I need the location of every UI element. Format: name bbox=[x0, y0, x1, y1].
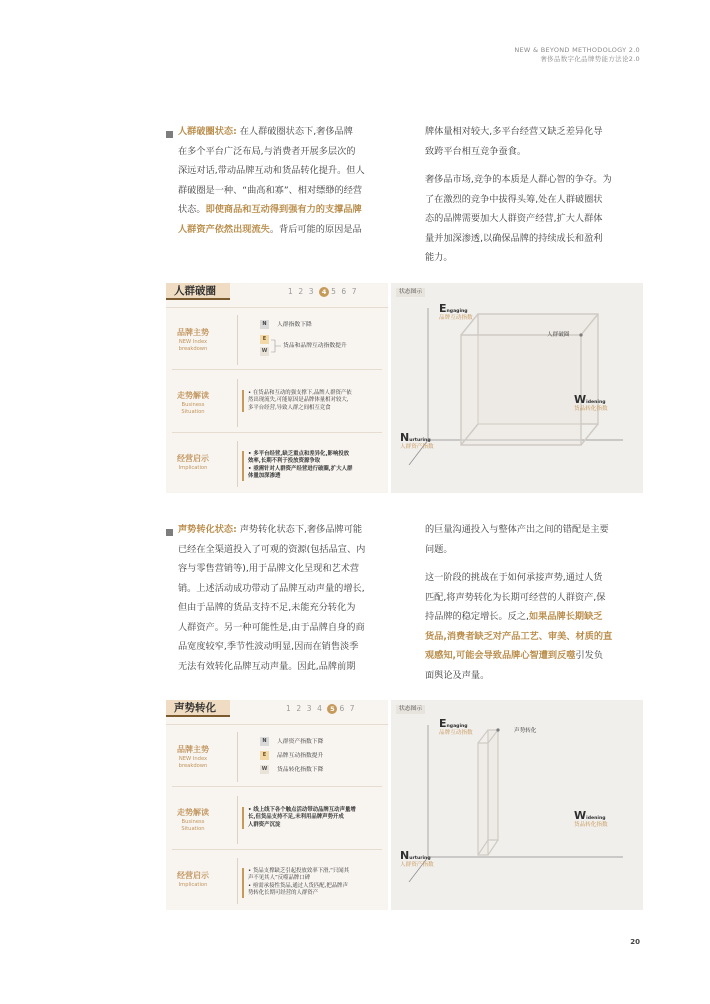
steps-before: 1 2 3 4 bbox=[286, 704, 324, 713]
text-line: 已经在全渠道投入了可观的资源(包括品宣、内 bbox=[178, 543, 366, 555]
section2-left-paragraph bbox=[178, 520, 398, 676]
steps-before: 1 2 3 bbox=[288, 287, 316, 296]
axes bbox=[409, 725, 623, 882]
header-chinese: 奢侈品数字化品牌势能方法论2.0 bbox=[540, 55, 640, 63]
text-line: 这一阶段的挑战在于如何承接声势,通过人货 bbox=[425, 572, 603, 583]
text-line: 匹配,将声势转化为长期可经营的人群资产,保 bbox=[425, 591, 606, 603]
vertical-divider bbox=[237, 441, 238, 487]
highlight-text: 如果品牌长期缺乏 bbox=[528, 611, 603, 622]
step-indicator bbox=[286, 704, 356, 714]
axis-word: urturing bbox=[409, 856, 431, 861]
section2-label: 声势转化状态: bbox=[178, 524, 237, 535]
text-line: 。背后可能的原因是品 bbox=[269, 223, 362, 235]
indicator-text: 品牌互动指数提升 bbox=[277, 753, 324, 759]
bullet-list bbox=[248, 390, 383, 412]
bullet-line: 体量加深渗透 bbox=[248, 473, 281, 480]
subheading-line: Business bbox=[181, 819, 205, 825]
section-heading: 经营启示 bbox=[177, 871, 209, 880]
header-english: NEW & BEYOND METHODOLOGY 2.0 bbox=[514, 46, 640, 54]
state-panel-1 bbox=[166, 283, 388, 493]
running-header bbox=[514, 46, 640, 64]
axis-word: idening bbox=[586, 816, 606, 821]
axis-chinese: 品牌互动指数 bbox=[439, 730, 473, 736]
y-axis-label bbox=[439, 302, 473, 322]
section-heading: 品牌主势 bbox=[177, 745, 209, 754]
bullet-list bbox=[248, 868, 383, 898]
subheading-line: Situation bbox=[181, 826, 205, 832]
indicator-text: 人群资产指数下降 bbox=[277, 739, 324, 745]
prism-front-face bbox=[478, 743, 488, 855]
z-axis-label bbox=[400, 849, 434, 869]
text-line: 持品牌的稳定增长。反之, bbox=[425, 611, 529, 622]
section-subheading bbox=[166, 819, 220, 833]
axis-chinese: 货品转化指数 bbox=[574, 406, 608, 412]
diagram-tag: 状态图示 bbox=[396, 288, 425, 297]
accent-bar bbox=[242, 451, 244, 481]
divider bbox=[166, 724, 388, 725]
accent-bar bbox=[242, 390, 244, 412]
bullet-line: • 亟需针对人群资产经营进行破圈,扩大人群 bbox=[248, 465, 353, 472]
prism bbox=[478, 730, 498, 855]
bullet-line: • 货品支撑缺乏引起投放效率下滑,“只闻其 bbox=[248, 868, 350, 874]
section-subheading: Implication bbox=[178, 465, 208, 471]
text-line: 但由于品牌的货品支持不足,未能充分转化为 bbox=[178, 602, 356, 613]
prism-edge bbox=[478, 730, 488, 743]
bullet-line: 长,但货品支持不足,未利用品牌声势开成 bbox=[248, 814, 344, 821]
current-step-badge: 4 bbox=[319, 287, 329, 297]
divider bbox=[172, 786, 382, 787]
subheading-line: NEW Index bbox=[178, 756, 208, 762]
cube-diagram bbox=[391, 283, 643, 493]
highlight-text: 即使商品和互动得到强有力的支撑品牌 bbox=[205, 204, 362, 215]
indicator-n bbox=[260, 737, 323, 746]
subheading-line: breakdown bbox=[178, 346, 208, 352]
text-line: 了在激烈的竞争中拔得头筹,处在人群破圈状 bbox=[425, 193, 603, 205]
state-label: 声势转化 bbox=[514, 728, 537, 734]
subheading-line: Situation bbox=[181, 409, 205, 415]
highlight-text: 观感知,可能会导致品牌心智遭到反噬 bbox=[425, 650, 576, 661]
cube-front-face bbox=[461, 335, 581, 445]
e-key-badge: E bbox=[260, 335, 269, 344]
divider bbox=[166, 307, 388, 308]
axis-chinese: 人群资产指数 bbox=[400, 444, 434, 450]
axis-initial: E bbox=[439, 717, 447, 730]
axis-initial: E bbox=[439, 302, 447, 315]
x-axis-label bbox=[574, 393, 608, 413]
state-diagram-2 bbox=[391, 700, 643, 910]
prism-back-face bbox=[488, 730, 498, 840]
subheading-line: Business bbox=[181, 402, 205, 408]
prism-edge bbox=[488, 840, 498, 855]
text-line: 群破圈是一种、“曲高和寡”、相对缥缈的经营 bbox=[178, 184, 363, 196]
bullet-square bbox=[166, 131, 173, 138]
section-subheading bbox=[166, 339, 220, 353]
n-key-badge: N bbox=[260, 320, 269, 329]
section-subheading bbox=[166, 402, 220, 416]
indicator-text: 货品转化指数下降 bbox=[277, 767, 324, 773]
e-key-badge: E bbox=[260, 751, 269, 760]
y-axis-label bbox=[439, 717, 473, 737]
text-line: 声势转化状态下,奢侈品牌可能 bbox=[236, 524, 363, 535]
axis-chinese: 货品转化指数 bbox=[574, 822, 608, 828]
z-axis-label bbox=[400, 431, 434, 451]
text-line: 量并加深渗透,以确保品牌的持续成长和盈利 bbox=[425, 232, 603, 244]
section-heading: 经营启示 bbox=[177, 454, 209, 463]
vertical-divider bbox=[237, 379, 238, 427]
text-line: 容与零售营销等),用于品牌文化呈现和艺术营 bbox=[178, 563, 360, 574]
text-line: 牌体量相对较大,多平台经营又缺乏差异化导 bbox=[425, 126, 603, 137]
state-point bbox=[496, 728, 499, 731]
section-heading: 走势解读 bbox=[177, 391, 209, 400]
bullet-line: • 在货品和互动的强支撑下,品牌人群资产依 bbox=[248, 390, 352, 396]
vertical-divider bbox=[237, 858, 238, 904]
bullet-list bbox=[248, 807, 383, 829]
divider bbox=[172, 369, 382, 370]
axis-initial: N bbox=[400, 431, 410, 444]
n-key-badge: N bbox=[260, 737, 269, 746]
panel-title: 人群破圈 bbox=[166, 283, 230, 300]
divider bbox=[172, 849, 382, 850]
section-heading: 走势解读 bbox=[177, 808, 209, 817]
vertical-divider bbox=[237, 732, 238, 782]
bullet-line: • 线上线下各个触点活动带动品牌互动声量增 bbox=[248, 807, 356, 813]
highlight-text: 人群资产依然出现流失 bbox=[178, 223, 270, 235]
bullet-list bbox=[248, 451, 383, 481]
section1-right-paragraph bbox=[425, 122, 643, 268]
section2-right-paragraph bbox=[425, 520, 643, 685]
text-line: 问题。 bbox=[425, 543, 453, 555]
page-number: 20 bbox=[630, 938, 640, 946]
indicator-text: 人群指数下降 bbox=[277, 322, 312, 328]
axis-word: ngaging bbox=[446, 309, 468, 314]
text-line: 能力。 bbox=[425, 252, 453, 263]
bullet-line: 多平台经营,导致人群之间相互竞食 bbox=[248, 404, 331, 411]
panel-title: 声势转化 bbox=[166, 700, 230, 717]
text-line: 在多个平台广泛布局,与消费者开展多层次的 bbox=[178, 145, 356, 157]
text-line: 在人群破圈状态下,奢侈品牌 bbox=[236, 126, 353, 137]
x-axis-label bbox=[574, 809, 608, 829]
text-line: 品宽度较窄,季节性波动明显,因而在销售淡季 bbox=[178, 641, 359, 652]
steps-after: 5 6 7 bbox=[331, 287, 359, 296]
axis-word: ngaging bbox=[446, 724, 468, 729]
accent-bar bbox=[242, 868, 244, 898]
text-line: 致跨平台相互竞争蚕食。 bbox=[425, 145, 527, 157]
w-key-badge: W bbox=[261, 348, 268, 354]
axis-chinese: 品牌互动指数 bbox=[439, 315, 473, 321]
axis-word: idening bbox=[586, 400, 606, 405]
bracket-icon bbox=[269, 338, 283, 354]
text-line: 的巨量沟通投入与整体产出之间的错配是主要 bbox=[425, 524, 609, 535]
cube-edge bbox=[581, 424, 598, 445]
text-line: 状态。 bbox=[178, 204, 206, 215]
subheading-line: breakdown bbox=[178, 763, 208, 769]
bullet-line: 势转化长期可经营的人群资产 bbox=[248, 890, 319, 897]
indicator-e bbox=[260, 751, 323, 760]
text-line: 无法有效转化品牌互动声量。因此,品牌前期 bbox=[178, 660, 356, 672]
bullet-line: • 亟需承接性货品,通过人货匹配,把品牌声 bbox=[248, 882, 348, 889]
divider bbox=[172, 432, 382, 433]
state-diagram-1 bbox=[391, 283, 643, 493]
axis-initial: W bbox=[574, 393, 587, 406]
steps-after: 6 7 bbox=[339, 704, 357, 713]
bullet-line: 人群资产沉淀 bbox=[248, 821, 281, 828]
state-label: 人群破圈 bbox=[547, 332, 570, 338]
indicator-w bbox=[260, 765, 323, 774]
vertical-divider bbox=[237, 796, 238, 844]
highlight-text: 货品,消费者缺乏对产品工艺、审美、材质的直 bbox=[425, 630, 613, 642]
text-line: 人群资产。另一种可能性是,由于品牌自身的商 bbox=[178, 621, 365, 633]
indicator-text: 货品和品牌互动指数提升 bbox=[283, 343, 347, 349]
section-heading: 品牌主势 bbox=[177, 328, 209, 337]
indicator-n bbox=[260, 320, 312, 329]
current-step-badge: 5 bbox=[327, 704, 337, 714]
vertical-divider bbox=[237, 315, 238, 365]
section-subheading: Implication bbox=[178, 882, 208, 888]
accent-bar bbox=[242, 807, 244, 829]
section1-label: 人群破圈状态: bbox=[178, 126, 237, 137]
text-line: 深远对话,带动品牌互动和货品转化提升。但人 bbox=[178, 165, 365, 176]
section-subheading bbox=[166, 756, 220, 770]
bullet-line: • 多平台经营,缺乏重点和差异化,影响投放 bbox=[248, 451, 350, 457]
bullet-line: 声不见其人”反噬品牌口碑 bbox=[248, 875, 311, 882]
state-panel-2 bbox=[166, 700, 388, 910]
text-line: 面舆论及声量。 bbox=[425, 669, 490, 681]
bullet-square bbox=[166, 529, 173, 536]
text-line: 奢侈品市场,竞争的本质是人群心智的争夺。为 bbox=[425, 174, 612, 185]
axis-word: urturing bbox=[409, 438, 431, 443]
text-line: 态的品牌需要加大人群资产经营,扩大人群体 bbox=[425, 213, 603, 224]
axis-chinese: 人群资产指数 bbox=[400, 862, 434, 868]
subheading-line: NEW Index bbox=[178, 339, 208, 345]
bullet-line: 然出现流失,可能原因是品牌体量相对较大, bbox=[248, 397, 349, 404]
text-line: 销。上述活动成功带动了品牌互动声量的增长, bbox=[178, 582, 365, 594]
w-key-badge: W bbox=[261, 766, 268, 772]
axis-initial: N bbox=[400, 849, 410, 862]
cube bbox=[461, 314, 598, 445]
diagram-tag: 状态图示 bbox=[396, 705, 425, 714]
step-indicator bbox=[288, 287, 358, 297]
section1-left-paragraph bbox=[178, 122, 398, 239]
state-point bbox=[579, 333, 582, 336]
axis-initial: W bbox=[574, 809, 587, 822]
bullet-line: 效率,长期不利于投放资源争取 bbox=[248, 458, 321, 465]
text-line: 引发负 bbox=[575, 650, 604, 661]
